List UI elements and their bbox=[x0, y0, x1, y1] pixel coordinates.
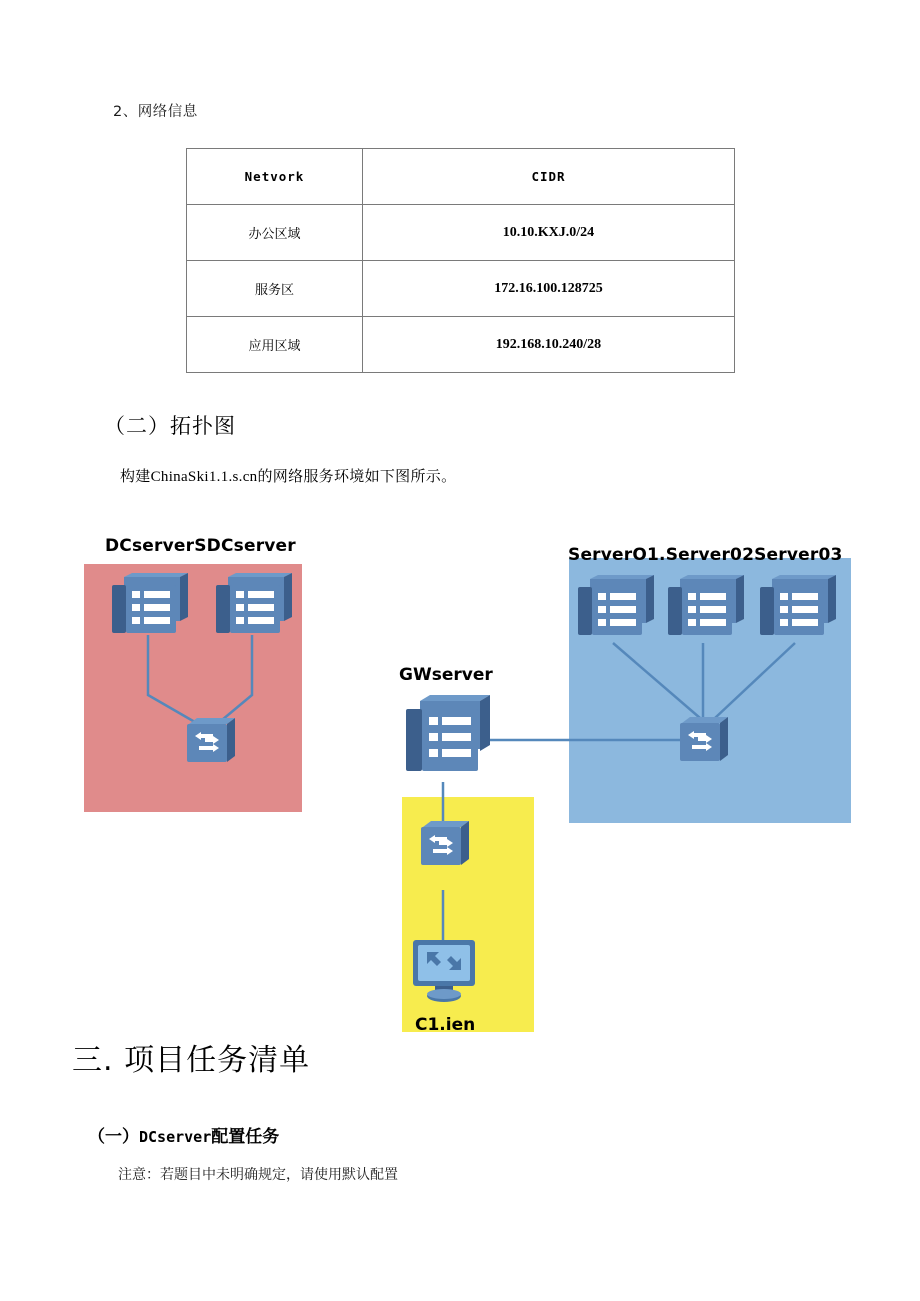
device-dcserver-1 bbox=[110, 573, 188, 648]
subsection-heading bbox=[88, 1122, 279, 1147]
label-server-zone: ServerO1.Server02Server03 bbox=[568, 545, 843, 565]
table-header-cidr: CIDR bbox=[363, 149, 735, 205]
device-gwserver bbox=[404, 695, 492, 790]
table-row bbox=[187, 261, 735, 317]
topology-description: 构建ChinaSki1.1.s.cn的网络服务环境如下图所示。 bbox=[120, 469, 457, 485]
cell-network-name: 办公区域 bbox=[187, 205, 363, 261]
label-gwserver: GWserver bbox=[399, 665, 493, 685]
label-dc-zone: DCserverSDCserver bbox=[105, 536, 296, 556]
device-server01 bbox=[576, 575, 654, 650]
device-server02 bbox=[666, 575, 744, 650]
cell-network-name: 服务区 bbox=[187, 261, 363, 317]
network-info-table bbox=[186, 148, 735, 373]
table-row bbox=[187, 205, 735, 261]
table-header-network: Netvork bbox=[187, 149, 363, 205]
cell-network-name: 应用区域 bbox=[187, 317, 363, 373]
subsection-mono-text: DCserver bbox=[139, 1128, 212, 1146]
device-client-pc bbox=[409, 938, 479, 1011]
table-header-row bbox=[187, 149, 735, 205]
network-info-heading: 2、网络信息 bbox=[113, 104, 198, 120]
label-client: C1.ien bbox=[415, 1015, 476, 1035]
table-row bbox=[187, 317, 735, 373]
device-server-switch bbox=[676, 715, 728, 772]
cell-cidr-value: 172.16.100.128725 bbox=[363, 261, 735, 317]
subsection-note: 注意：若题目中未明确规定，请使用默认配置 bbox=[118, 1167, 398, 1183]
device-dcserver-2 bbox=[214, 573, 292, 648]
cell-cidr-value: 10.10.KXJ.0/24 bbox=[363, 205, 735, 261]
topology-heading: （二）拓扑图 bbox=[104, 414, 236, 438]
device-dc-switch bbox=[183, 716, 235, 773]
cell-cidr-value: 192.168.10.240/28 bbox=[363, 317, 735, 373]
part-three-heading: 三. 项目任务清单 bbox=[72, 1043, 311, 1078]
subsection-prefix: （一） bbox=[88, 1127, 139, 1147]
device-server03 bbox=[758, 575, 836, 650]
device-client-switch bbox=[417, 819, 469, 876]
subsection-suffix: 配置任务 bbox=[211, 1127, 280, 1147]
network-topology-diagram bbox=[0, 525, 920, 1045]
